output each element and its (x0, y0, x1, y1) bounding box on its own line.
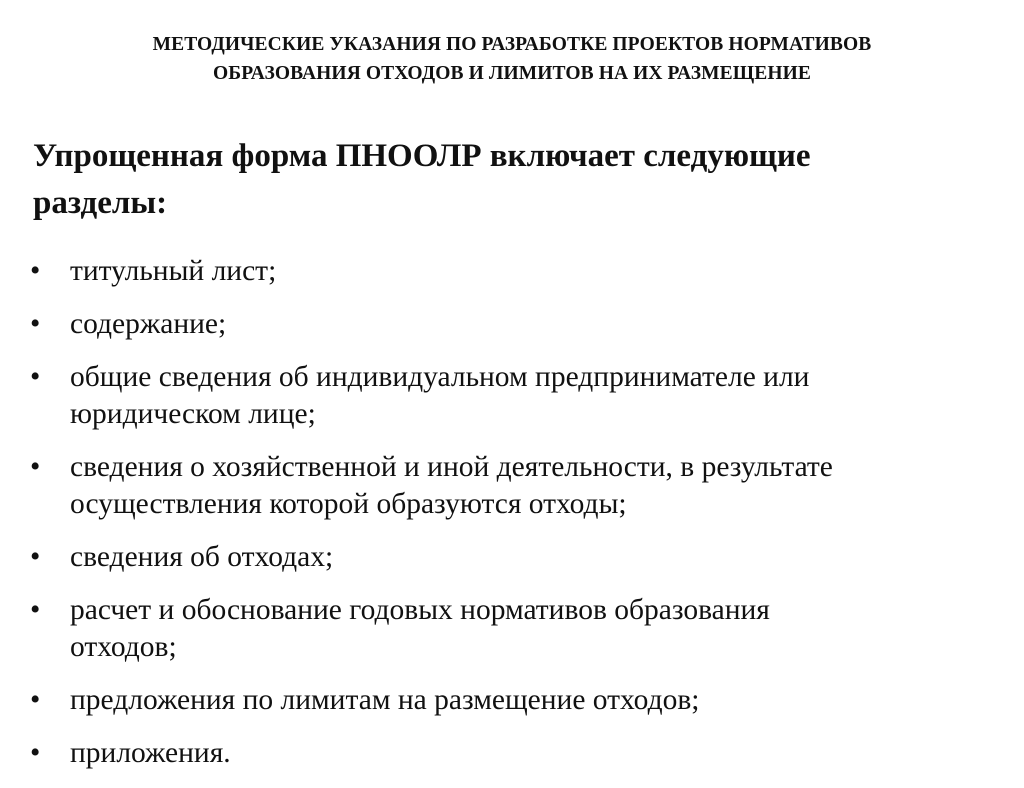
bullet-marker: • (30, 541, 41, 573)
list-item-text-continued: юридическом лице; (70, 398, 316, 430)
list-item (0, 682, 970, 719)
bullet-marker: • (30, 308, 41, 340)
list-item-text: титульный лист; (70, 255, 277, 287)
list-item-text: предложения по лимитам на размещение отходов; (70, 684, 700, 716)
subtitle-line-2: разделы: (33, 185, 168, 221)
list-item-text-continued: отходов; (70, 631, 177, 663)
list-item-text: расчет и обоснование годовых нормативов образования (70, 594, 770, 626)
list-item (0, 539, 970, 576)
header-line-1: МЕТОДИЧЕСКИЕ УКАЗАНИЯ ПО РАЗРАБОТКЕ ПРОЕКТОВ НОРМАТИВОВ (152, 34, 872, 55)
bullet-marker: • (30, 594, 41, 626)
list-item (0, 449, 970, 523)
list-item-text: общие сведения об индивидуальном предпринимателе или (70, 361, 810, 393)
list-item-text-continued: осуществления которой образуются отходы; (70, 488, 627, 520)
list-item-text: содержание; (70, 308, 227, 340)
list-item (0, 306, 970, 343)
bullet-marker: • (30, 451, 41, 483)
bullet-marker: • (30, 737, 41, 769)
bullet-marker: • (30, 684, 41, 716)
list-item-text: сведения о хозяйственной и иной деятельности, в результате (70, 451, 833, 483)
list-item-text: сведения об отходах; (70, 541, 334, 573)
list-item (0, 592, 970, 666)
header-line-2: ОБРАЗОВАНИЯ ОТХОДОВ И ЛИМИТОВ НА ИХ РАЗМЕЩЕНИЕ (212, 63, 812, 84)
list-item (0, 359, 970, 433)
list-item (0, 253, 970, 290)
sections-list (0, 253, 1024, 788)
section-subtitle (33, 133, 993, 227)
list-item (0, 735, 970, 772)
document-header (20, 30, 1004, 88)
bullet-marker: • (30, 255, 41, 287)
subtitle-line-1: Упрощенная форма ПНООЛР включает следующие (33, 138, 811, 174)
bullet-marker: • (30, 361, 41, 393)
list-item-text: приложения. (70, 737, 231, 769)
